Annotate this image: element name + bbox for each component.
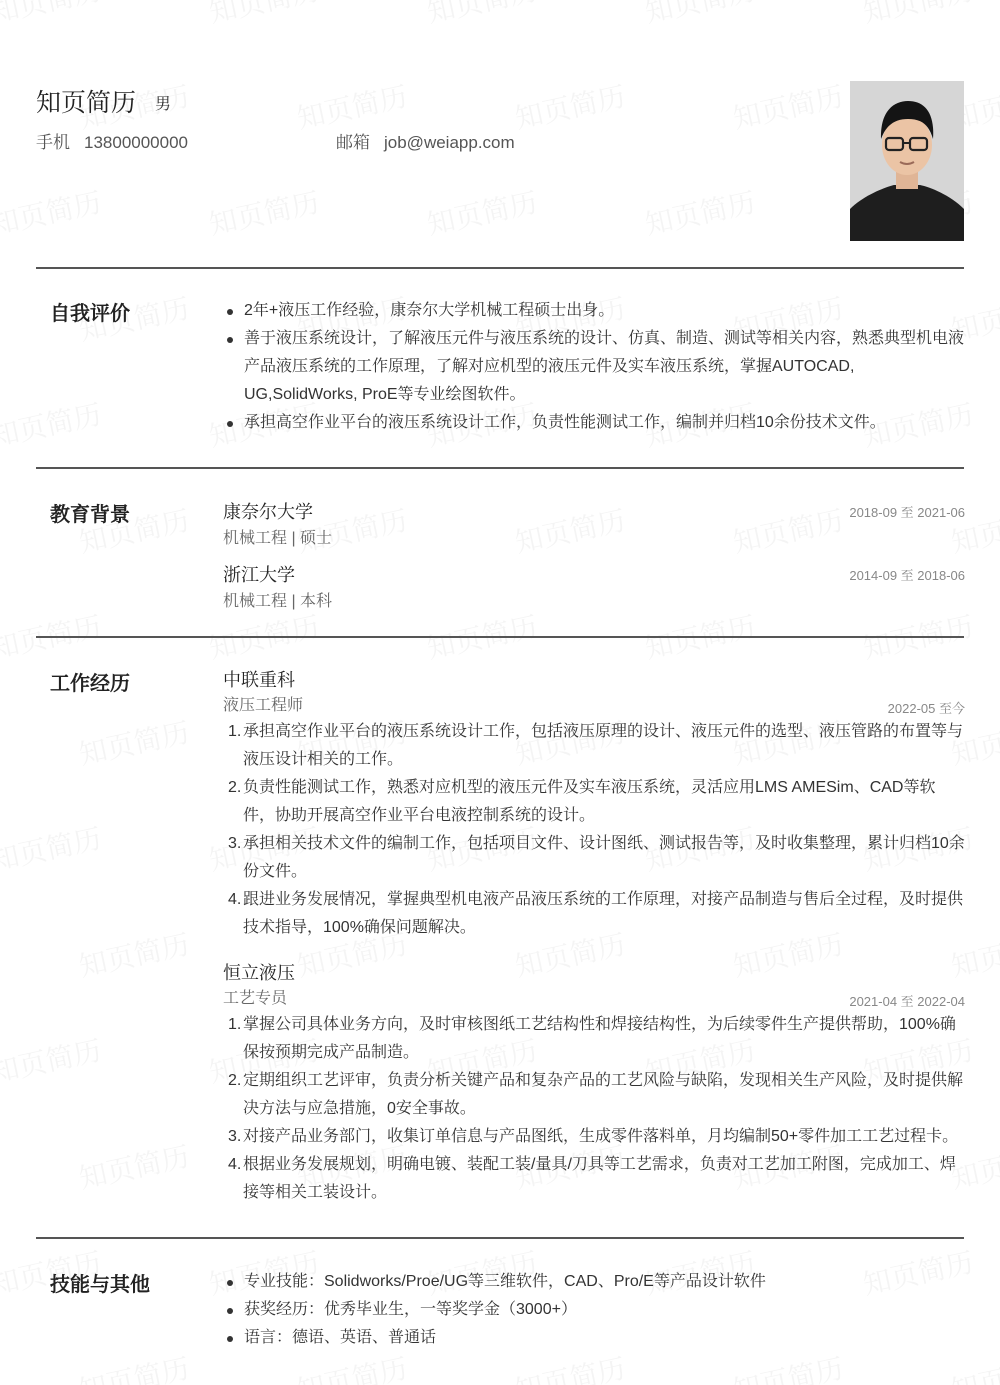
education-date: 2014-09 至 2018-06 xyxy=(849,568,965,583)
duty-list xyxy=(223,1011,965,1207)
education-content xyxy=(223,498,965,624)
school-major: 机械工程 | 硕士 xyxy=(223,530,333,547)
duty-text: 对接产品业务部门，收集订单信息与产品图纸，生成零件落料单，月均编制50+零件加工工艺过程卡。 xyxy=(243,1128,959,1145)
duty-item: 3. 承担相关技术文件的编制工作，包括项目文件、设计图纸、测试报告等，及时收集整理，累计归档10余份文件。 xyxy=(228,835,965,880)
watermark-text xyxy=(0,393,105,455)
candidate-gender: 男 xyxy=(155,96,172,113)
company-name: 恒立液压 xyxy=(223,963,295,983)
company-name: 中联重科 xyxy=(223,670,295,690)
duty-text: 根据业务发展规划，明确电镀、装配工装/量具/刀具等工艺需求，负责对工艺加工附图，完成加工、焊接等相关工装设计。 xyxy=(243,1156,956,1201)
watermark-text xyxy=(511,1347,629,1385)
education-item xyxy=(223,561,965,624)
section-divider xyxy=(36,467,964,469)
role-row xyxy=(223,987,965,1011)
watermark-text xyxy=(75,923,193,985)
role-row xyxy=(223,694,965,718)
watermark-text xyxy=(0,817,105,879)
education-item xyxy=(223,498,965,561)
work-content xyxy=(223,666,965,1207)
watermark-text xyxy=(75,711,193,773)
watermark-text xyxy=(0,0,105,31)
section-divider xyxy=(36,267,964,269)
section-title-self-eval: 自我评价 xyxy=(50,303,130,325)
section-title-education: 教育背景 xyxy=(50,504,130,526)
watermark-text xyxy=(729,1347,847,1385)
duty-item: 3. 对接产品业务部门，收集订单信息与产品图纸，生成零件落料单，月均编制50+零件加工工艺过程卡。 xyxy=(228,1128,959,1145)
job-date: 2022-05 至今 xyxy=(887,701,965,716)
job-role: 工艺专员 xyxy=(223,990,288,1007)
self-eval-item: 承担高空作业平台的液压系统设计工作，负责性能测试工作，编制并归档10余份技术文件。 xyxy=(223,409,965,437)
watermark-text xyxy=(641,0,759,31)
profile-photo xyxy=(850,81,964,241)
watermark-text xyxy=(75,1347,193,1385)
watermark-text xyxy=(0,1029,105,1091)
phone-value: 13800000000 xyxy=(84,133,189,152)
watermark-text xyxy=(947,1347,1000,1385)
duty-list xyxy=(223,718,965,942)
duty-item: 4. 跟进业务发展情况，掌握典型机电液产品液压系统的工作原理，对接产品制造与售后全过程，及时提供技术指导，100%确保问题解决。 xyxy=(228,891,964,936)
candidate-name: 知页简历 xyxy=(36,89,137,117)
watermark-text xyxy=(293,1347,411,1385)
email-contact xyxy=(336,128,515,153)
duty-text: 定期组织工艺评审，负责分析关键产品和复杂产品的工艺风险与缺陷，发现相关生产风险，及时提供解决方法与应急措施，0安全事故。 xyxy=(243,1072,964,1117)
job-date: 2021-04 至 2022-04 xyxy=(849,994,965,1009)
duty-text: 承担高空作业平台的液压系统设计工作，包括液压原理的设计、液压元件的选型、液压管路的布置等与液压设计相关的工作。 xyxy=(243,723,964,768)
email-value: job@weiapp.com xyxy=(384,133,515,152)
email-label: 邮箱 xyxy=(336,133,370,152)
school-name: 浙江大学 xyxy=(223,565,295,585)
duty-text: 负责性能测试工作，熟悉对应机型的液压元件及实车液压系统，灵活应用LMS AMESim、CAD等软件，协助开展高空作业平台电液控制系统的设计。 xyxy=(243,779,936,824)
job-item xyxy=(223,666,965,942)
school-name: 康奈尔大学 xyxy=(223,502,313,522)
watermark-text xyxy=(205,0,323,31)
phone-label: 手机 xyxy=(36,133,70,152)
section-divider xyxy=(36,1237,964,1239)
section-divider xyxy=(36,636,964,638)
phone-contact xyxy=(36,128,188,153)
duty-text: 跟进业务发展情况，掌握典型机电液产品液压系统的工作原理，对接产品制造与售后全过程，及时提供技术指导，100%确保问题解决。 xyxy=(243,891,964,936)
self-eval-item: 善于液压系统设计，了解液压元件与液压系统的设计、仿真、制造、测试等相关内容，熟悉典型机电液产品液压系统的工作原理，了解对应机型的液压元件及实车液压系统，掌握AUTOCAD, UG,SolidWorks, ProE等专业绘图软件。 xyxy=(223,325,965,409)
skills-list xyxy=(223,1268,965,1352)
section-title-work: 工作经历 xyxy=(50,673,130,695)
avatar-portrait-icon xyxy=(850,81,964,241)
section-title-skills: 技能与其他 xyxy=(50,1274,150,1296)
duty-item: 1. 承担高空作业平台的液压系统设计工作，包括液压原理的设计、液压元件的选型、液压管路的布置等与液压设计相关的工作。 xyxy=(228,723,964,768)
duty-item: 2. 定期组织工艺评审，负责分析关键产品和复杂产品的工艺风险与缺陷，发现相关生产风险，及时提供解决方法与应急措施，0安全事故。 xyxy=(228,1072,964,1117)
job-item xyxy=(223,959,965,1207)
resume-header xyxy=(36,80,964,242)
watermark-text xyxy=(859,0,977,31)
watermark-text xyxy=(75,1135,193,1197)
skill-item: 专业技能：Solidworks/Proe/UG等三维软件，CAD、Pro/E等产品设计软件 xyxy=(223,1268,965,1296)
duty-item: 4. 根据业务发展规划，明确电镀、装配工装/量具/刀具等工艺需求，负责对工艺加工附图，完成加工、焊接等相关工装设计。 xyxy=(228,1156,956,1201)
self-eval-item: 2年+液压工作经验，康奈尔大学机械工程硕士出身。 xyxy=(223,297,965,325)
skill-item: 获奖经历：优秀毕业生，一等奖学金（3000+） xyxy=(223,1296,965,1324)
duty-item: 1. 掌握公司具体业务方向，及时审核图纸工艺结构性和焊接结构性，为后续零件生产提供帮助，100%确保按预期完成产品制造。 xyxy=(228,1016,956,1061)
skills-content xyxy=(223,1268,965,1352)
self-eval-list xyxy=(223,297,965,437)
self-eval-content xyxy=(223,297,965,437)
job-role: 液压工程师 xyxy=(223,697,304,714)
education-date: 2018-09 至 2021-06 xyxy=(849,505,965,520)
duty-item: 2. 负责性能测试工作，熟悉对应机型的液压元件及实车液压系统，灵活应用LMS AMESim、CAD等软件，协助开展高空作业平台电液控制系统的设计。 xyxy=(228,779,936,824)
duty-text: 承担相关技术文件的编制工作，包括项目文件、设计图纸、测试报告等，及时收集整理，累计归档10余份文件。 xyxy=(243,835,965,880)
duty-text: 掌握公司具体业务方向，及时审核图纸工艺结构性和焊接结构性，为后续零件生产提供帮助，100%确保按预期完成产品制造。 xyxy=(243,1016,956,1061)
school-major: 机械工程 | 本科 xyxy=(223,593,333,610)
skill-item: 语言：德语、英语、普通话 xyxy=(223,1324,965,1352)
watermark-text xyxy=(423,0,541,31)
